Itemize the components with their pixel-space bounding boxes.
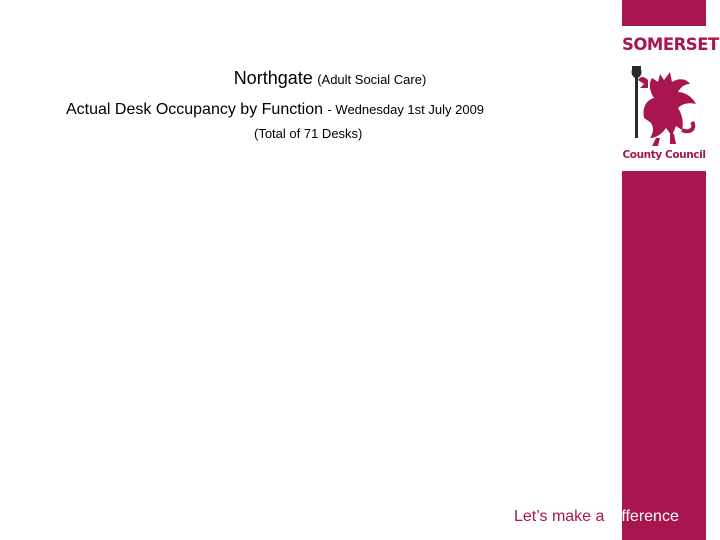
tagline-part1: Let’s make a — [514, 508, 605, 525]
date-text: - Wednesday 1st July 2009 — [327, 102, 485, 117]
tagline — [514, 508, 679, 526]
location-title: Northgate — [233, 68, 313, 88]
department-label: (Adult Social Care) — [317, 72, 427, 87]
logo-wordmark: SOMERSET — [622, 35, 719, 54]
dragon-icon — [626, 58, 702, 146]
subtitle-text: Actual Desk Occupancy by Function — [66, 101, 324, 118]
total-desks-text: (Total of 71 Desks) — [254, 126, 363, 141]
subtitle-line — [66, 101, 484, 119]
title-line — [0, 68, 660, 89]
tagline-part2: difference — [604, 508, 679, 525]
somerset-logo — [622, 26, 719, 171]
logo-subtitle: County Council — [622, 149, 706, 161]
